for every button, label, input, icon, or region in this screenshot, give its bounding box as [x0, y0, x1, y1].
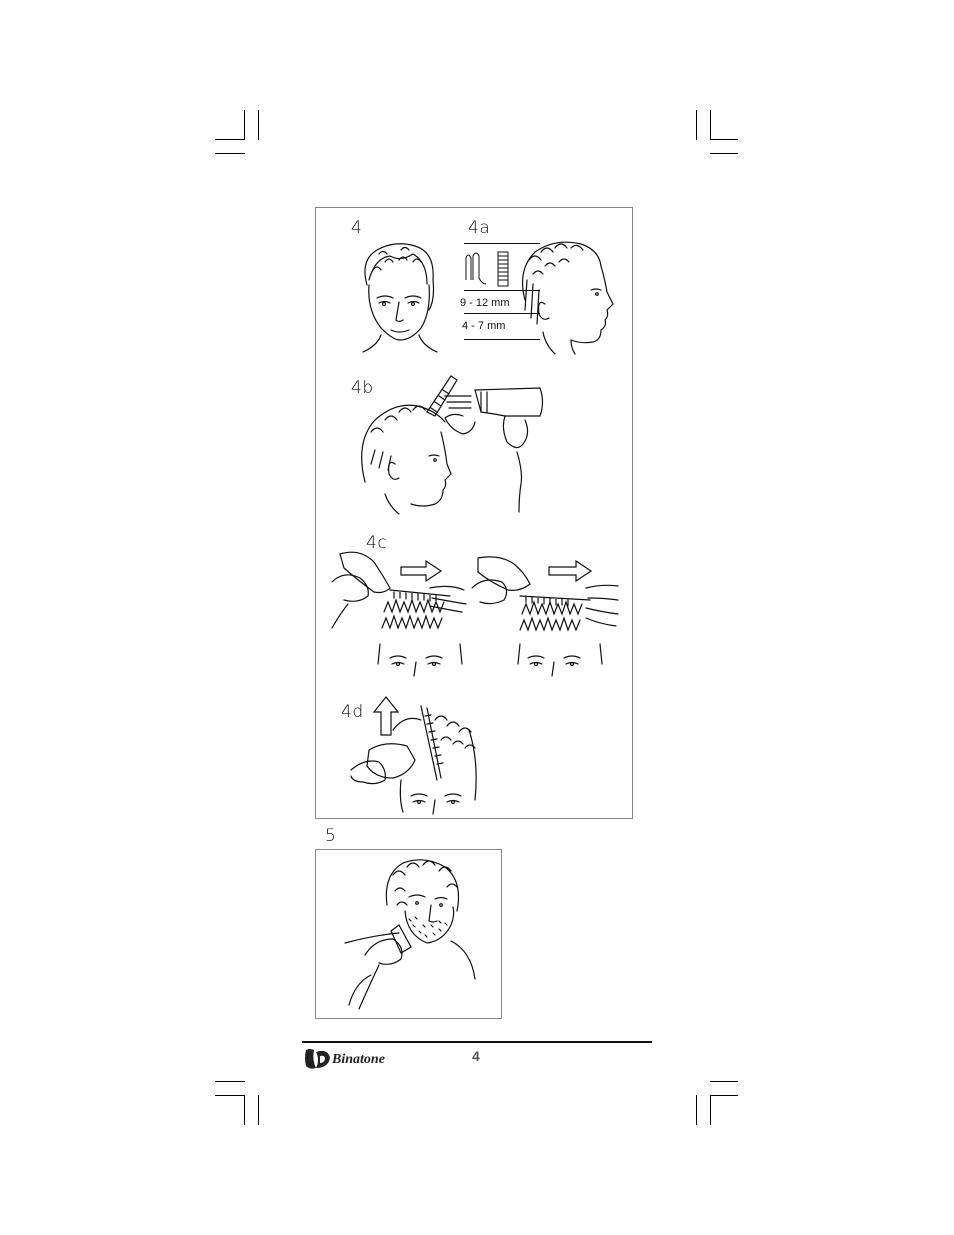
side-profile-illustration	[515, 240, 615, 355]
measurement-lower: 4 - 7 mm	[462, 320, 506, 332]
beard-trim-illustration	[335, 855, 485, 1010]
front-face-illustration	[355, 240, 445, 355]
figure-label-5: 5	[325, 826, 337, 846]
hair-dryer-icon	[475, 388, 543, 416]
hair-clipper-icon	[340, 552, 390, 592]
clipper-upward-illustration	[345, 700, 485, 815]
hand-fingers-icon	[464, 250, 514, 288]
figure-label-4: 4	[351, 218, 363, 238]
measurement-upper: 9 - 12 mm	[460, 297, 510, 309]
page-number: 4	[472, 1048, 480, 1064]
figure-label-4a: 4a	[468, 218, 491, 238]
figure-label-4d: 4d	[341, 702, 364, 722]
footer-rule	[302, 1041, 652, 1043]
clipper-comb-illustration-left	[330, 548, 470, 678]
clipper-comb-illustration-right	[470, 548, 620, 678]
figure-label-4c: 4c	[366, 533, 388, 553]
figure-label-4b: 4b	[351, 378, 374, 398]
binatone-logo-icon	[302, 1046, 332, 1070]
hair-dryer-comb-illustration	[355, 372, 550, 517]
brand-name: Binatone	[332, 1052, 385, 1067]
comb-icon	[421, 706, 443, 780]
